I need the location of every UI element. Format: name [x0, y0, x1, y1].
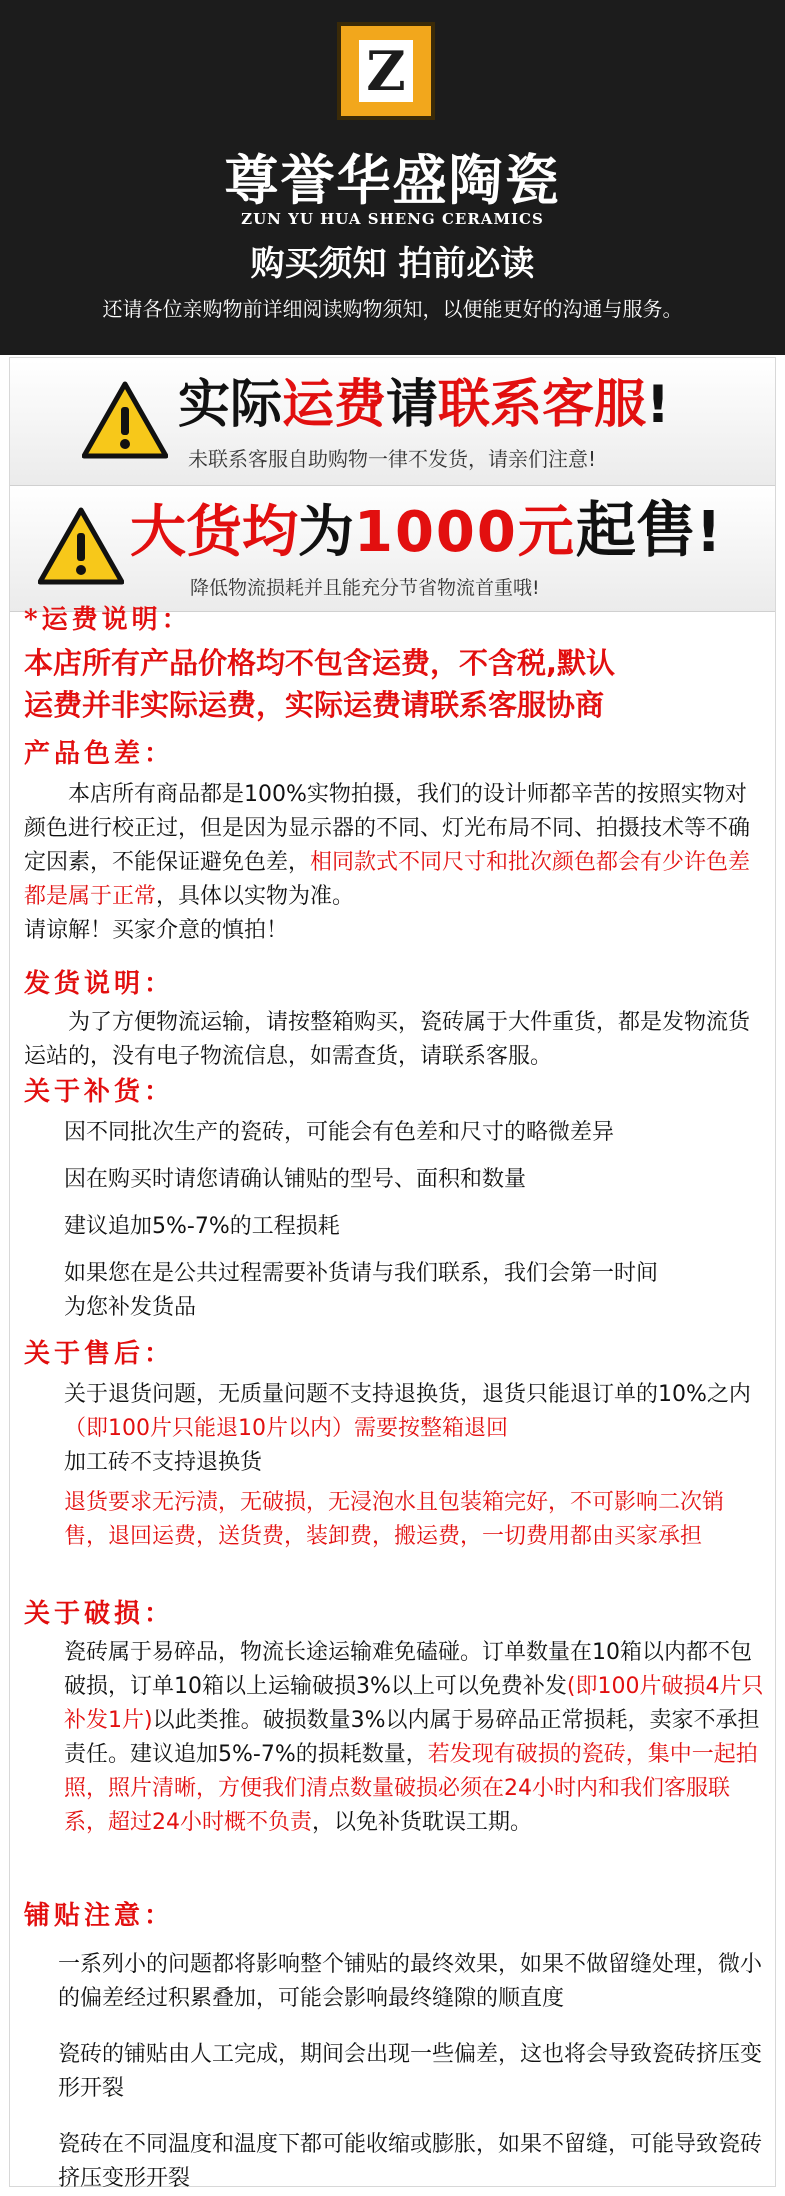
section-title: *运费说明：: [24, 605, 192, 635]
header: [0, 0, 785, 355]
after-sale-section: [24, 1333, 767, 1554]
content-area: [0, 355, 785, 2191]
banner-headline: [130, 496, 722, 566]
warning-icon: [38, 507, 124, 585]
restock-section: [24, 1071, 767, 1325]
color-difference-note: 请谅解！买家介意的慎拍！: [24, 918, 289, 943]
section-title: 发货说明：: [24, 969, 175, 999]
color-difference-section: [24, 733, 767, 948]
banner-headline: [178, 375, 670, 435]
highlight-text: （即100片只能退10片以内）需要按整箱退回: [64, 1416, 508, 1441]
logo-letter: Z: [359, 40, 413, 102]
banner-headline-part: 1000元: [354, 500, 576, 565]
restock-item: 建议追加5%-7%的工程损耗: [64, 1214, 340, 1239]
after-sale-text: [24, 1378, 767, 1446]
section-title: 关于补货：: [24, 1077, 175, 1107]
section-title: 关于售后：: [24, 1339, 175, 1369]
banner-headline-part: 请: [386, 375, 439, 435]
restock-item: 因在购买时请您请确认铺贴的型号、面积和数量: [64, 1167, 527, 1192]
tiling-item: 瓷砖的铺贴由人工完成，期间会出现一些偏差，这也将会导致瓷砖挤压变形开裂: [58, 2042, 763, 2101]
breakage-section: [24, 1593, 767, 1840]
delivery-section: [24, 963, 767, 1074]
banner-headline-part: !: [646, 375, 670, 435]
highlight-text: 相同款式不同尺寸和批次颜色都会有少许色差都是属于正常: [24, 850, 751, 909]
banner-headline-part: 运费: [282, 375, 387, 435]
brand-name-cn: 尊誉华盛陶瓷: [224, 149, 561, 212]
paragraph-text: 关于退货问题，无质量问题不支持退换货，退货只能退订单的10%之内: [64, 1382, 751, 1407]
section-title: 铺贴注意：: [24, 1901, 175, 1931]
banner-headline-part: 为: [298, 500, 354, 565]
breakage-text: [24, 1636, 767, 1840]
highlight-text: (即100片破损4片只补发1片): [64, 1674, 764, 1733]
banner-headline-part: 实际: [178, 375, 283, 435]
warning-icon: [82, 381, 168, 459]
paragraph-text: 本店所有商品都是100%实物拍摄，我们的设计师都辛苦的按照实物对颜色进行校正过，但是因为显示器的不同、灯光布局不同、拍摄技术等不确定因素，不能保证避免色差，: [24, 782, 751, 875]
shipping-fee-line: 本店所有产品价格均不包含运费，不含税,默认: [24, 646, 616, 680]
shipping-contact-banner: [10, 361, 775, 486]
section-title: 关于破损：: [24, 1599, 175, 1629]
banner-headline-part: !: [695, 500, 722, 565]
banner-headline-part: 大货均: [130, 500, 298, 565]
paragraph-text: ，具体以实物为准。: [156, 884, 355, 909]
paragraph-text: 瓷砖属于易碎品，物流长途运输难免磕碰。订单数量在10箱以内都不包破损，订单10箱以上运输破损3%以上可以免费补发: [64, 1640, 752, 1699]
shipping-fee-line: 运费并非实际运费，实际运费请联系客服协商: [24, 688, 605, 722]
section-title: 产品色差：: [24, 739, 175, 769]
paragraph-text: ，以免补货耽误工期。: [312, 1810, 533, 1835]
restock-item: 如果您在是公共过程需要补货请与我们联系，我们会第一时间为您补发货品: [64, 1261, 659, 1320]
notice-title: 购买须知 拍前必读: [250, 244, 535, 284]
tiling-item: 瓷砖在不同温度和温度下都可能收缩或膨胀，如果不留缝，可能导致瓷砖挤压变形开裂: [58, 2132, 763, 2191]
shipping-fee-section: [24, 599, 767, 726]
banner-headline-part: 起售: [575, 496, 696, 566]
minimum-order-banner: [10, 487, 775, 612]
banner-headline-part: 联系客服: [438, 375, 647, 435]
paragraph-text: 以此类推。破损数量3%以内属于易碎品正常损耗，卖家不承担责任。建议追加5%-7%的损耗数量，: [64, 1708, 760, 1767]
tiling-section: [24, 1895, 767, 2196]
brand-name-en: ZUN YU HUA SHENG CERAMICS: [241, 210, 544, 228]
banner-subtext: 未联系客服自助购物一律不发货，请亲们注意!: [188, 447, 597, 471]
restock-item: 因不同批次生产的瓷砖，可能会有色差和尺寸的略微差异: [64, 1120, 615, 1145]
delivery-text: 为了方便物流运输，请按整箱购买，瓷砖属于大件重货，都是发物流货运站的，没有电子物流信息，如需查货，请联系客服。: [24, 1010, 751, 1069]
color-difference-text: [24, 778, 767, 914]
after-sale-text: 加工砖不支持退换货: [64, 1450, 263, 1475]
banner-subtext: 降低物流损耗并且能充分节省物流首重哦!: [190, 577, 540, 599]
brand-logo: [337, 22, 435, 120]
highlight-text: 若发现有破损的瓷砖，集中一起拍照，照片清晰，方便我们清点数量破损必须在24小时内和我们客服联系，超过24小时概不负责: [64, 1742, 758, 1835]
tiling-item: 一系列小的问题都将影响整个铺贴的最终效果，如果不做留缝处理，微小的偏差经过积累叠加，可能会影响最终缝隙的顺直度: [58, 1952, 763, 2011]
after-sale-highlight: 退货要求无污渍，无破损，无浸泡水且包装箱完好，不可影响二次销售，退回运费，送货费，装卸费，搬运费，一切费用都由买家承担: [64, 1490, 725, 1549]
notice-subtitle: 还请各位亲购物前详细阅读购物须知，以便能更好的沟通与服务。: [102, 297, 683, 321]
